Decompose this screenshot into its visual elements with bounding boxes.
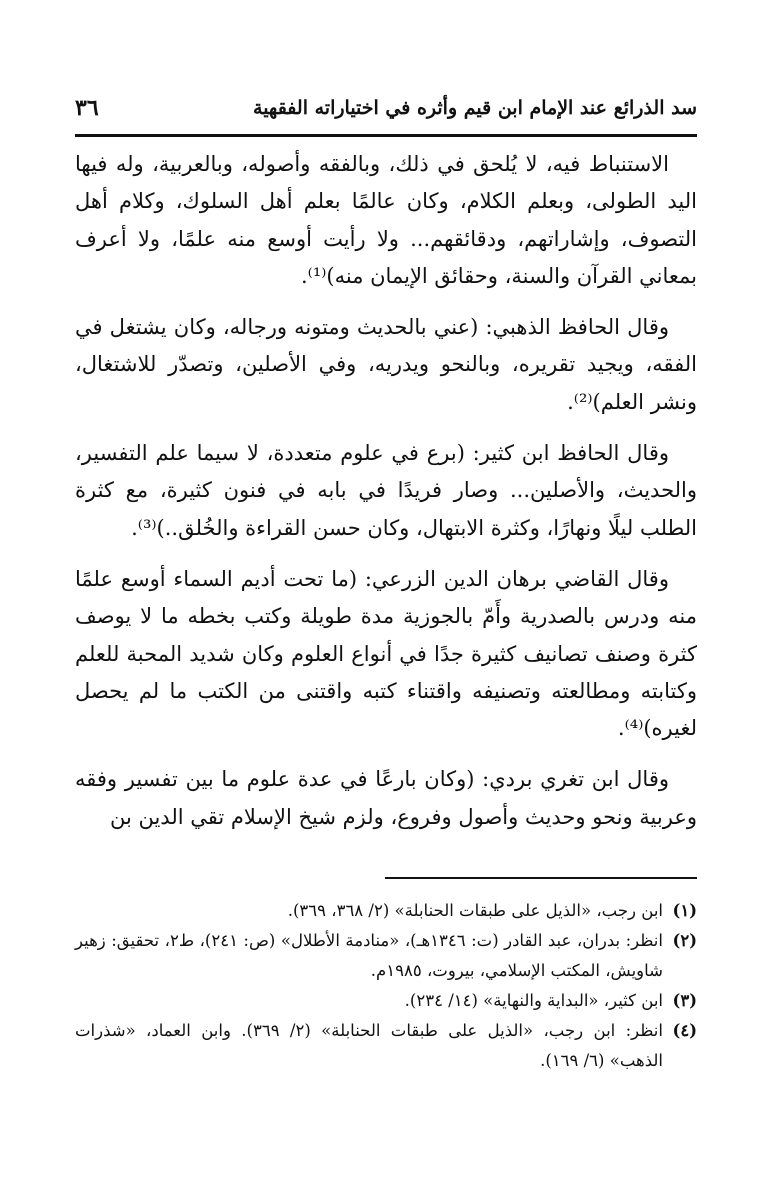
paragraph: وقال القاضي برهان الدين الزرعي: (ما تحت أديم السماء أوسع علمًا منه ودرس بالصدرية وأَمّ بالجوزية مدة طويلة وكتب بخطه ما لا يوصف كثرة وصنف تصانيف كثيرة جدًا في أنواع العلوم وكان شديد المحبة للعلم وكتابته ومطالعته وتصنيفه واقتناء كتبه واقتنى من الكتب ما لم يحصل لغيره)⁽⁴⁾. — [75, 566, 697, 741]
footnote-item — [75, 896, 697, 926]
paragraph: الاستنباط فيه، لا يُلحق في ذلك، وبالفقه وأصوله، وبالعربية، وله فيها اليد الطولى، وبعلم الكلام، وكان عالمًا بعلم أهل السلوك، وكلام أهل التصوف، وإشاراتهم، ودقائقهم... ولا رأيت أوسع منه علمًا، ولا أعرف بمعاني القرآن والسنة، وحقائق الإيمان منه)⁽¹⁾. — [75, 152, 697, 288]
footnote-text: انظر: بدران، عبد القادر (ت: ١٣٤٦هـ)، «منادمة الأطلال» (ص: ٢٤١)، ط٢، تحقيق: زهير شاويش، المكتب الإسلامي، بيروت، ١٩٨٥م. — [75, 931, 663, 980]
footnote-number: (١) — [672, 901, 697, 920]
paragraph: وقال ابن تغري بردي: (وكان بارعًا في عدة علوم ما بين تفسير وفقه وعربية ونحو وحديث وأصول وفروع، ولزم شيخ الإسلام تقي الدين بن — [75, 767, 697, 829]
page-header — [75, 88, 697, 128]
footnote-number: (٢) — [672, 931, 697, 950]
footnote-number: (٣) — [672, 991, 697, 1010]
paragraph: وقال الحافظ ابن كثير: (برع في علوم متعددة، لا سيما علم التفسير، والحديث، والأصلين... وصار فريدًا في بابه في فنون كثيرة، مع كثرة الطلب ليلًا ونهارًا، وكثرة الابتهال، وكان حسن القراءة والخُلق..)⁽³⁾. — [75, 441, 697, 540]
paragraph: وقال الحافظ الذهبي: (عني بالحديث ومتونه ورجاله، وكان يشتغل في الفقه، ويجيد تقريره، وبالنحو ويدريه، وفي الأصلين، وتصدّر للاشتغال، ونشر العلم)⁽²⁾. — [75, 315, 697, 414]
footnote-text: انظر: ابن رجب، «الذيل على طبقات الحنابلة» (٢/ ٣٦٩). وابن العماد، «شذرات الذهب» (٦/ ١٦٩). — [75, 1021, 663, 1070]
footnote-number: (٤) — [672, 1021, 697, 1040]
header-divider — [75, 134, 697, 137]
footnote-text: ابن كثير، «البداية والنهاية» (١٤/ ٢٣٤). — [404, 991, 663, 1010]
footnote-item — [75, 986, 697, 1016]
footnote-item — [75, 926, 697, 986]
main-text — [75, 146, 697, 850]
footnote-divider — [385, 877, 697, 879]
running-title: سد الذرائع عند الإمام ابن قيم وأثره في اختياراته الفقهية — [253, 97, 697, 119]
page-number: ٣٦ — [75, 95, 99, 121]
footnote-item — [75, 1016, 697, 1076]
footnote-text: ابن رجب، «الذيل على طبقات الحنابلة» (٢/ ٣٦٨، ٣٦٩). — [287, 901, 663, 920]
footnotes — [75, 896, 697, 1076]
